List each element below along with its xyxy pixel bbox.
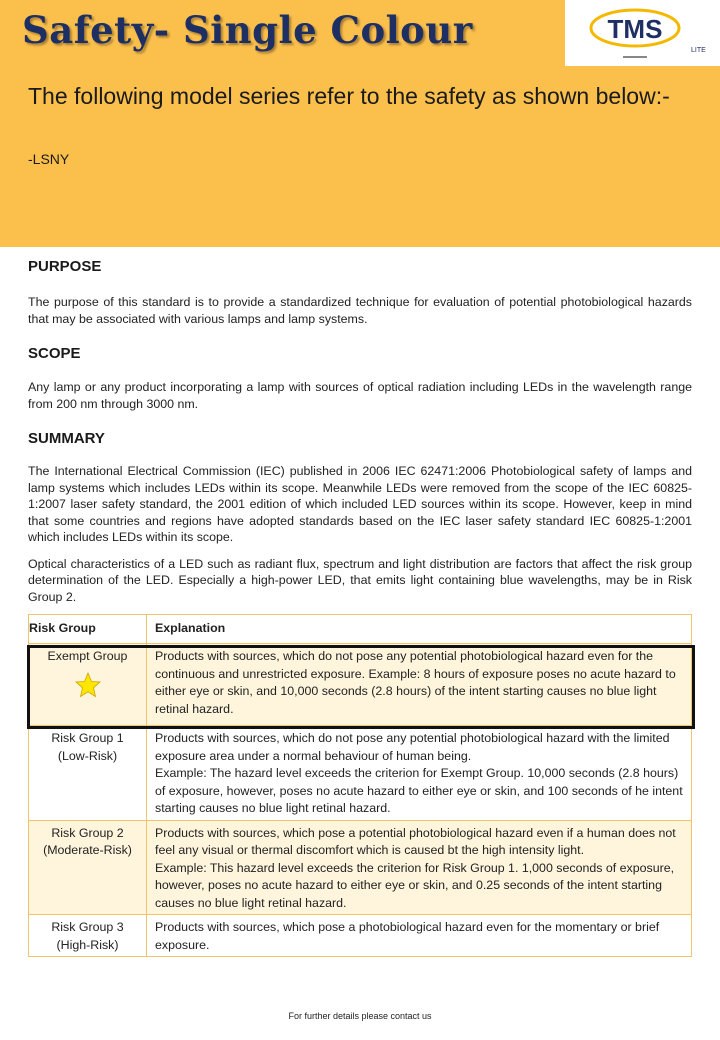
table-row-group-3	[29, 915, 692, 957]
risk-group-table	[28, 614, 692, 957]
risk-group-cell	[29, 726, 147, 821]
risk-group-name: Exempt Group	[47, 649, 128, 663]
page-title: Safety- Single Colour	[22, 8, 473, 52]
tms-lite-logo-icon	[587, 6, 707, 62]
table-header-row	[29, 615, 692, 644]
logo-tag-text: LITE	[691, 47, 706, 54]
explanation-column-header: Explanation	[147, 615, 692, 644]
risk-group-name: Risk Group 3 (High-Risk)	[51, 920, 124, 952]
star-icon	[75, 672, 101, 698]
table-row-exempt	[29, 644, 692, 726]
risk-explanation: Products with sources, which pose a potential photobiological hazard even if a human does not feel any visual or thermal discomfort which is caused bt the high intensity light. Example: This hazard level exceeds the criterion for Risk Group 1. 1,000 seconds of exposure, however, poses no acute hazard to either eye or skin, and 0.25 seconds of the intent starting causes no blue light retinal hazard.	[155, 825, 676, 910]
scope-heading: SCOPE	[28, 345, 81, 362]
main-content	[28, 258, 692, 605]
risk-explanation: Products with sources, which do not pose any potential photobiological hazard with the limited exposure area under a normal behaviour of human being. Example: The hazard level exceeds the criterion for Exempt Group. 10,000 seconds (2.8 hours) of exposure, however, poses no acute hazard to either eye or skin, and 100 seconds of he intent starting causes no blue light retinal hazard.	[155, 731, 683, 815]
company-logo	[565, 0, 720, 66]
logo-brand-text: TMS	[607, 14, 663, 44]
risk-group-cell	[29, 820, 147, 915]
risk-group-column-header: Risk Group	[29, 615, 147, 644]
table-row-group-2	[29, 820, 692, 915]
risk-explanation: Products with sources, which do not pose any potential photobiological hazard even for the continuous and unrestricted exposure. Example: 8 hours of exposure poses no acute hazard to either eye or skin, and 10,000 seconds (2.8 hours) of the intent starting causes no blue light retinal hazard.	[155, 649, 676, 716]
scope-text: Any lamp or any product incorporating a lamp with sources of optical radiation including LEDs in the wavelength range from 200 nm through 3000 nm.	[28, 380, 692, 411]
purpose-heading: PURPOSE	[28, 258, 102, 275]
purpose-text: The purpose of this standard is to provide a standardized technique for evaluation of potential photobiological hazards that may be associated with various lamps and lamp systems.	[28, 295, 692, 326]
subtitle: The following model series refer to the safety as shown below:-	[28, 83, 670, 109]
risk-group-cell	[29, 915, 147, 957]
explanation-cell	[147, 915, 692, 957]
model-series: -LSNY	[28, 151, 70, 167]
summary-heading: SUMMARY	[28, 430, 105, 447]
table-row-group-1	[29, 726, 692, 821]
risk-group-name: Risk Group 2 (Moderate-Risk)	[43, 825, 132, 857]
footer-note: For further details please contact us	[288, 1011, 432, 1021]
summary-paragraph-1: The International Electrical Commission (IEC) published in 2006 IEC 62471:2006 Photobiological safety of lamps and lamp systems which includes LEDs within its scope. Meanwhile LEDs were removed from the scope of the IEC 60825-1:2007 laser safety standard, the 2001 edition of which included LED sources within its scope. However, keep in mind that some countries and regions have adopted standards based on the IEC laser safety standard IEC 60825-1:2001 which includes LEDs within its scope.	[28, 464, 692, 544]
risk-explanation: Products with sources, which pose a photobiological hazard even for the momentary or brief exposure.	[155, 920, 660, 952]
explanation-cell	[147, 820, 692, 915]
risk-group-cell	[29, 644, 147, 726]
explanation-cell	[147, 726, 692, 821]
risk-group-name: Risk Group 1 (Low-Risk)	[51, 731, 124, 763]
explanation-cell	[147, 644, 692, 726]
summary-paragraph-2: Optical characteristics of a LED such as radiant flux, spectrum and light distribution are factors that affect the risk group determination of the LED. Especially a high-power LED, that emits light containing blue wavelengths, may be in Risk Group 2.	[28, 556, 692, 604]
header-banner	[0, 0, 720, 247]
